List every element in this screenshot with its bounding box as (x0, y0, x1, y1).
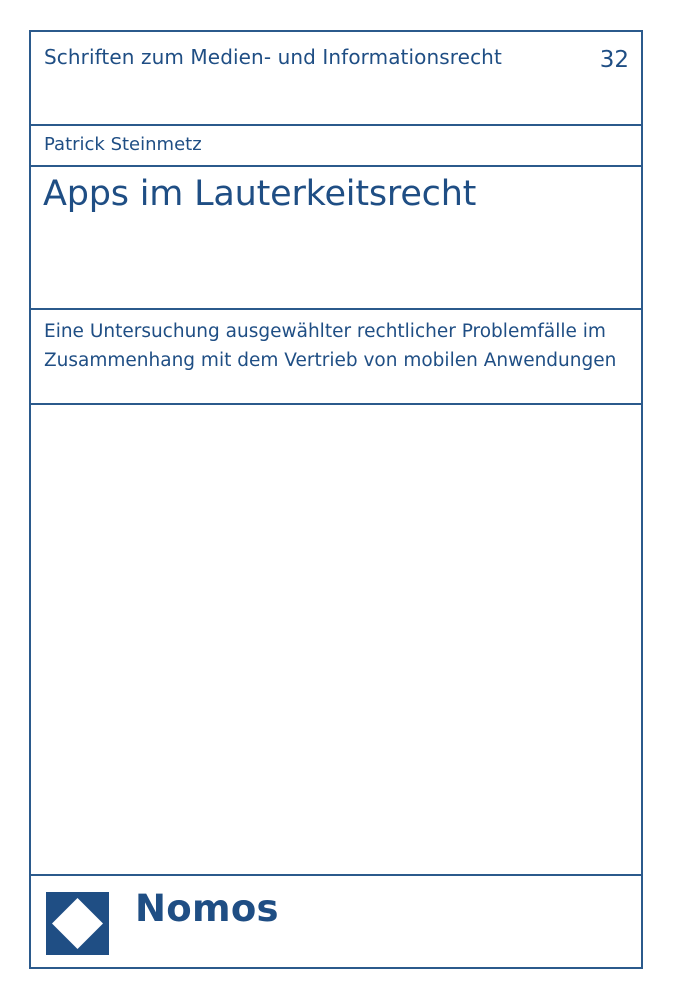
nomos-logo-icon (46, 892, 109, 955)
volume-number: 32 (599, 47, 629, 73)
divider (31, 403, 641, 405)
book-title: Apps im Lauterkeitsrecht (43, 174, 477, 214)
divider (31, 874, 641, 876)
book-subtitle (44, 317, 634, 375)
series-title: Schriften zum Medien- und Informationsrecht (44, 45, 502, 69)
author-name: Patrick Steinmetz (44, 134, 202, 155)
publisher-name: Nomos (135, 887, 279, 930)
divider (31, 165, 641, 167)
subtitle-line: Zusammenhang mit dem Vertrieb von mobilen Anwendungen (44, 350, 617, 371)
divider (31, 124, 641, 126)
subtitle-line: Eine Untersuchung ausgewählter rechtlicher Problemfälle im (44, 321, 606, 342)
book-cover-frame (29, 30, 643, 969)
divider (31, 308, 641, 310)
